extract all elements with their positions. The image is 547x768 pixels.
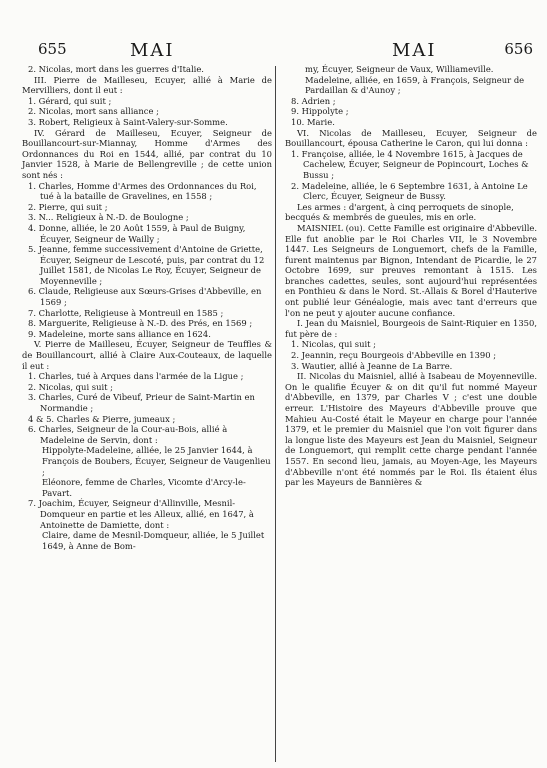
right-running-head: MAI — [392, 40, 437, 61]
column-divider — [275, 66, 276, 762]
genealogy-entry: Hippolyte-Madeleine, alliée, le 25 Janvier 1644, à François de Boubers, Écuyer, Seigneur de Vaugenlieu ; — [42, 445, 271, 477]
genealogy-entry: 2. Madeleine, alliée, le 6 Septembre 1631, à Antoine Le Clerc, Écuyer, Seigneur de Bussy. — [291, 180, 528, 202]
genealogy-entry: 2. Nicolas, mort dans les guerres d'Italie. — [28, 64, 204, 74]
genealogy-entry: 1. Nicolas, qui suit ; — [291, 339, 377, 350]
paragraph: IV. Gérard de Mailleseu, Ecuyer, Seigneur de Bouillancourt-sur-Miannay, Homme d'Armes des Ordonnances du Roi en 1544, allié, par contrat du 10 Janvier 1528, à Marie de Bellengreville ; de cette union sont nés : — [22, 127, 272, 180]
genealogy-entry: 3. N... Religieux à N.-D. de Boulogne ; — [28, 212, 189, 223]
paragraph: MAISNIEL (ou). Cette Famille est originaire d'Abbeville. Elle fut anoblie par le Roi Charles VII, le 3 Novembre 1447. Les Seigneurs de Longuemort, chefs de la Famille, furent maintenus par Bignon, Intendant de Picardie, le 27 Octobre 1699, sur preuves remontant à 1515. Les branches cadettes, seules, sont aujourd'hui représentées en Ponthieu & dans le Nord. St.-Allais & Borel d'Hauterive ont publié leur Généalogie, mais avec tant d'erreurs que l'on ne peut y ajouter aucune confiance. — [285, 222, 537, 318]
paragraph: V. Pierre de Mailleseu, Écuyer, Seigneur de Teuffles & de Bouillancourt, allié à Claire Aux-Couteaux, de laquelle il eut : — [22, 339, 272, 371]
genealogy-entry: Eléonore, femme de Charles, Vicomte d'Arcy-le-Pavart. — [42, 477, 246, 498]
genealogy-entry: 1. Charles, Homme d'Armes des Ordonnances du Roi, tué à la bataille de Gravelines, en 1558 ; — [28, 180, 257, 202]
genealogy-entry: 3. Wautier, allié à Jeanne de La Barre. — [291, 360, 453, 371]
genealogy-entry: 9. Hippolyte ; — [291, 106, 349, 117]
genealogy-entry: 2. Nicolas, qui suit ; — [28, 381, 114, 392]
genealogy-entry: 1. Charles, tué à Arques dans l'armée de la Ligue ; — [28, 371, 244, 382]
genealogy-entry: Madeleine, alliée, en 1659, à François, Seigneur de Pardaillan & d'Aunoy ; — [305, 74, 525, 96]
paragraph: II. Nicolas du Maisniel, allié à Isabeau de Moyenneville. On le qualifie Écuyer & on dit qu'il fut nommé Mayeur d'Abbeville, en 1379, par Charles V ; c'est une double erreur. L'Histoire des Mayeurs d'Abbeville prouve que Mahieu Au-Costé était le Mayeur en charge pour l'année 1379, et le premier du Maisniel que l'on voit figurer dans la longue liste des Mayeurs est Jean du Maisniel, Seigneur de Longuemort, qui remplit cette charge pendant l'année 1557. En second lieu, jamais, au Moyen-Age, les Mayeurs d'Abbeville n'ont été nommés par le Roi. Ils étaient élus par les Mayeurs de Bannières & — [285, 371, 537, 488]
genealogy-entry: 2. Jeannin, reçu Bourgeois d'Abbeville en 1390 ; — [291, 350, 497, 361]
right-page-number: 656 — [504, 40, 533, 58]
genealogy-entry: 1. Gérard, qui suit ; — [28, 95, 112, 106]
paragraph: III. Pierre de Mailleseu, Ecuyer, allié à Marie de Mervilliers, dont il eut : — [22, 74, 272, 96]
genealogy-entry: 2. Nicolas, mort sans alliance ; — [28, 106, 159, 117]
paragraph: I. Jean du Maisniel, Bourgeois de Saint-Riquier en 1350, fut père de : — [285, 318, 537, 339]
genealogy-entry: 4. Donne, alliée, le 20 Août 1559, à Paul de Buigny, Écuyer, Seigneur de Wailly ; — [28, 222, 246, 244]
genealogy-entry: 3. Charles, Curé de Vibeuf, Prieur de Saint-Martin en Normandie ; — [28, 392, 255, 413]
genealogy-entry: 4 & 5. Charles & Pierre, jumeaux ; — [28, 413, 176, 424]
genealogy-entry: Claire, dame de Mesnil-Domqueur, alliée, le 5 Juillet 1649, à Anne de Bom- — [42, 530, 265, 551]
genealogy-entry: 2. Pierre, qui suit ; — [28, 201, 108, 212]
genealogy-entry: 3. Robert, Religieux à Saint-Valery-sur-Somme. — [28, 116, 228, 127]
left-page-number: 655 — [38, 40, 67, 58]
genealogy-entry: 8. Marguerite, Religieuse à N.-D. des Prés, en 1569 ; — [28, 318, 253, 329]
genealogy-entry: my, Écuyer, Seigneur de Vaux, Williameville. — [305, 64, 494, 74]
right-text-column — [285, 64, 537, 488]
paragraph: VI. Nicolas de Mailleseu, Ecuyer, Seigneur de Bouillancourt, épousa Catherine le Caron, qui lui donna : — [285, 127, 537, 149]
genealogy-entry: 10. Marie. — [291, 116, 335, 127]
genealogy-entry: 7. Charlotte, Religieuse à Montreuil en 1585 ; — [28, 307, 224, 318]
genealogy-entry: 1. Françoise, alliée, le 4 Novembre 1615, à Jacques de Cachelew, Écuyer, Seigneur de Popincourt, Loches & Bussu ; — [291, 148, 529, 180]
genealogy-entry: 7. Joachim, Écuyer, Seigneur d'Allinville, Mesnil-Domqueur en partie et les Alleux, allié, en 1647, à Antoinette de Damiette, dont : — [28, 498, 254, 530]
genealogy-entry: 5. Jeanne, femme successivement d'Antoine de Griette, Écuyer, Seigneur de Lescoté, puis, par contrat du 12 Juillet 1581, de Nicolas Le Roy, Écuyer, Seigneur de Moyenneville ; — [28, 244, 265, 286]
genealogy-entry: 8. Adrien ; — [291, 95, 336, 106]
genealogy-entry: 6. Charles, Seigneur de la Cour-au-Bois, allié à Madeleine de Servin, dont : — [28, 424, 228, 445]
left-running-head: MAI — [130, 40, 175, 61]
arms-description: Les armes : d'argent, à cinq perroquets de sinople, becqués & membrés de gueules, mis en orle. — [285, 201, 514, 223]
genealogy-entry: 9. Madeleine, morte sans alliance en 1624. — [28, 328, 211, 339]
left-text-column — [22, 64, 272, 551]
genealogy-entry: 6. Claude, Religieuse aux Sœurs-Grises d'Abbeville, en 1569 ; — [28, 286, 262, 308]
